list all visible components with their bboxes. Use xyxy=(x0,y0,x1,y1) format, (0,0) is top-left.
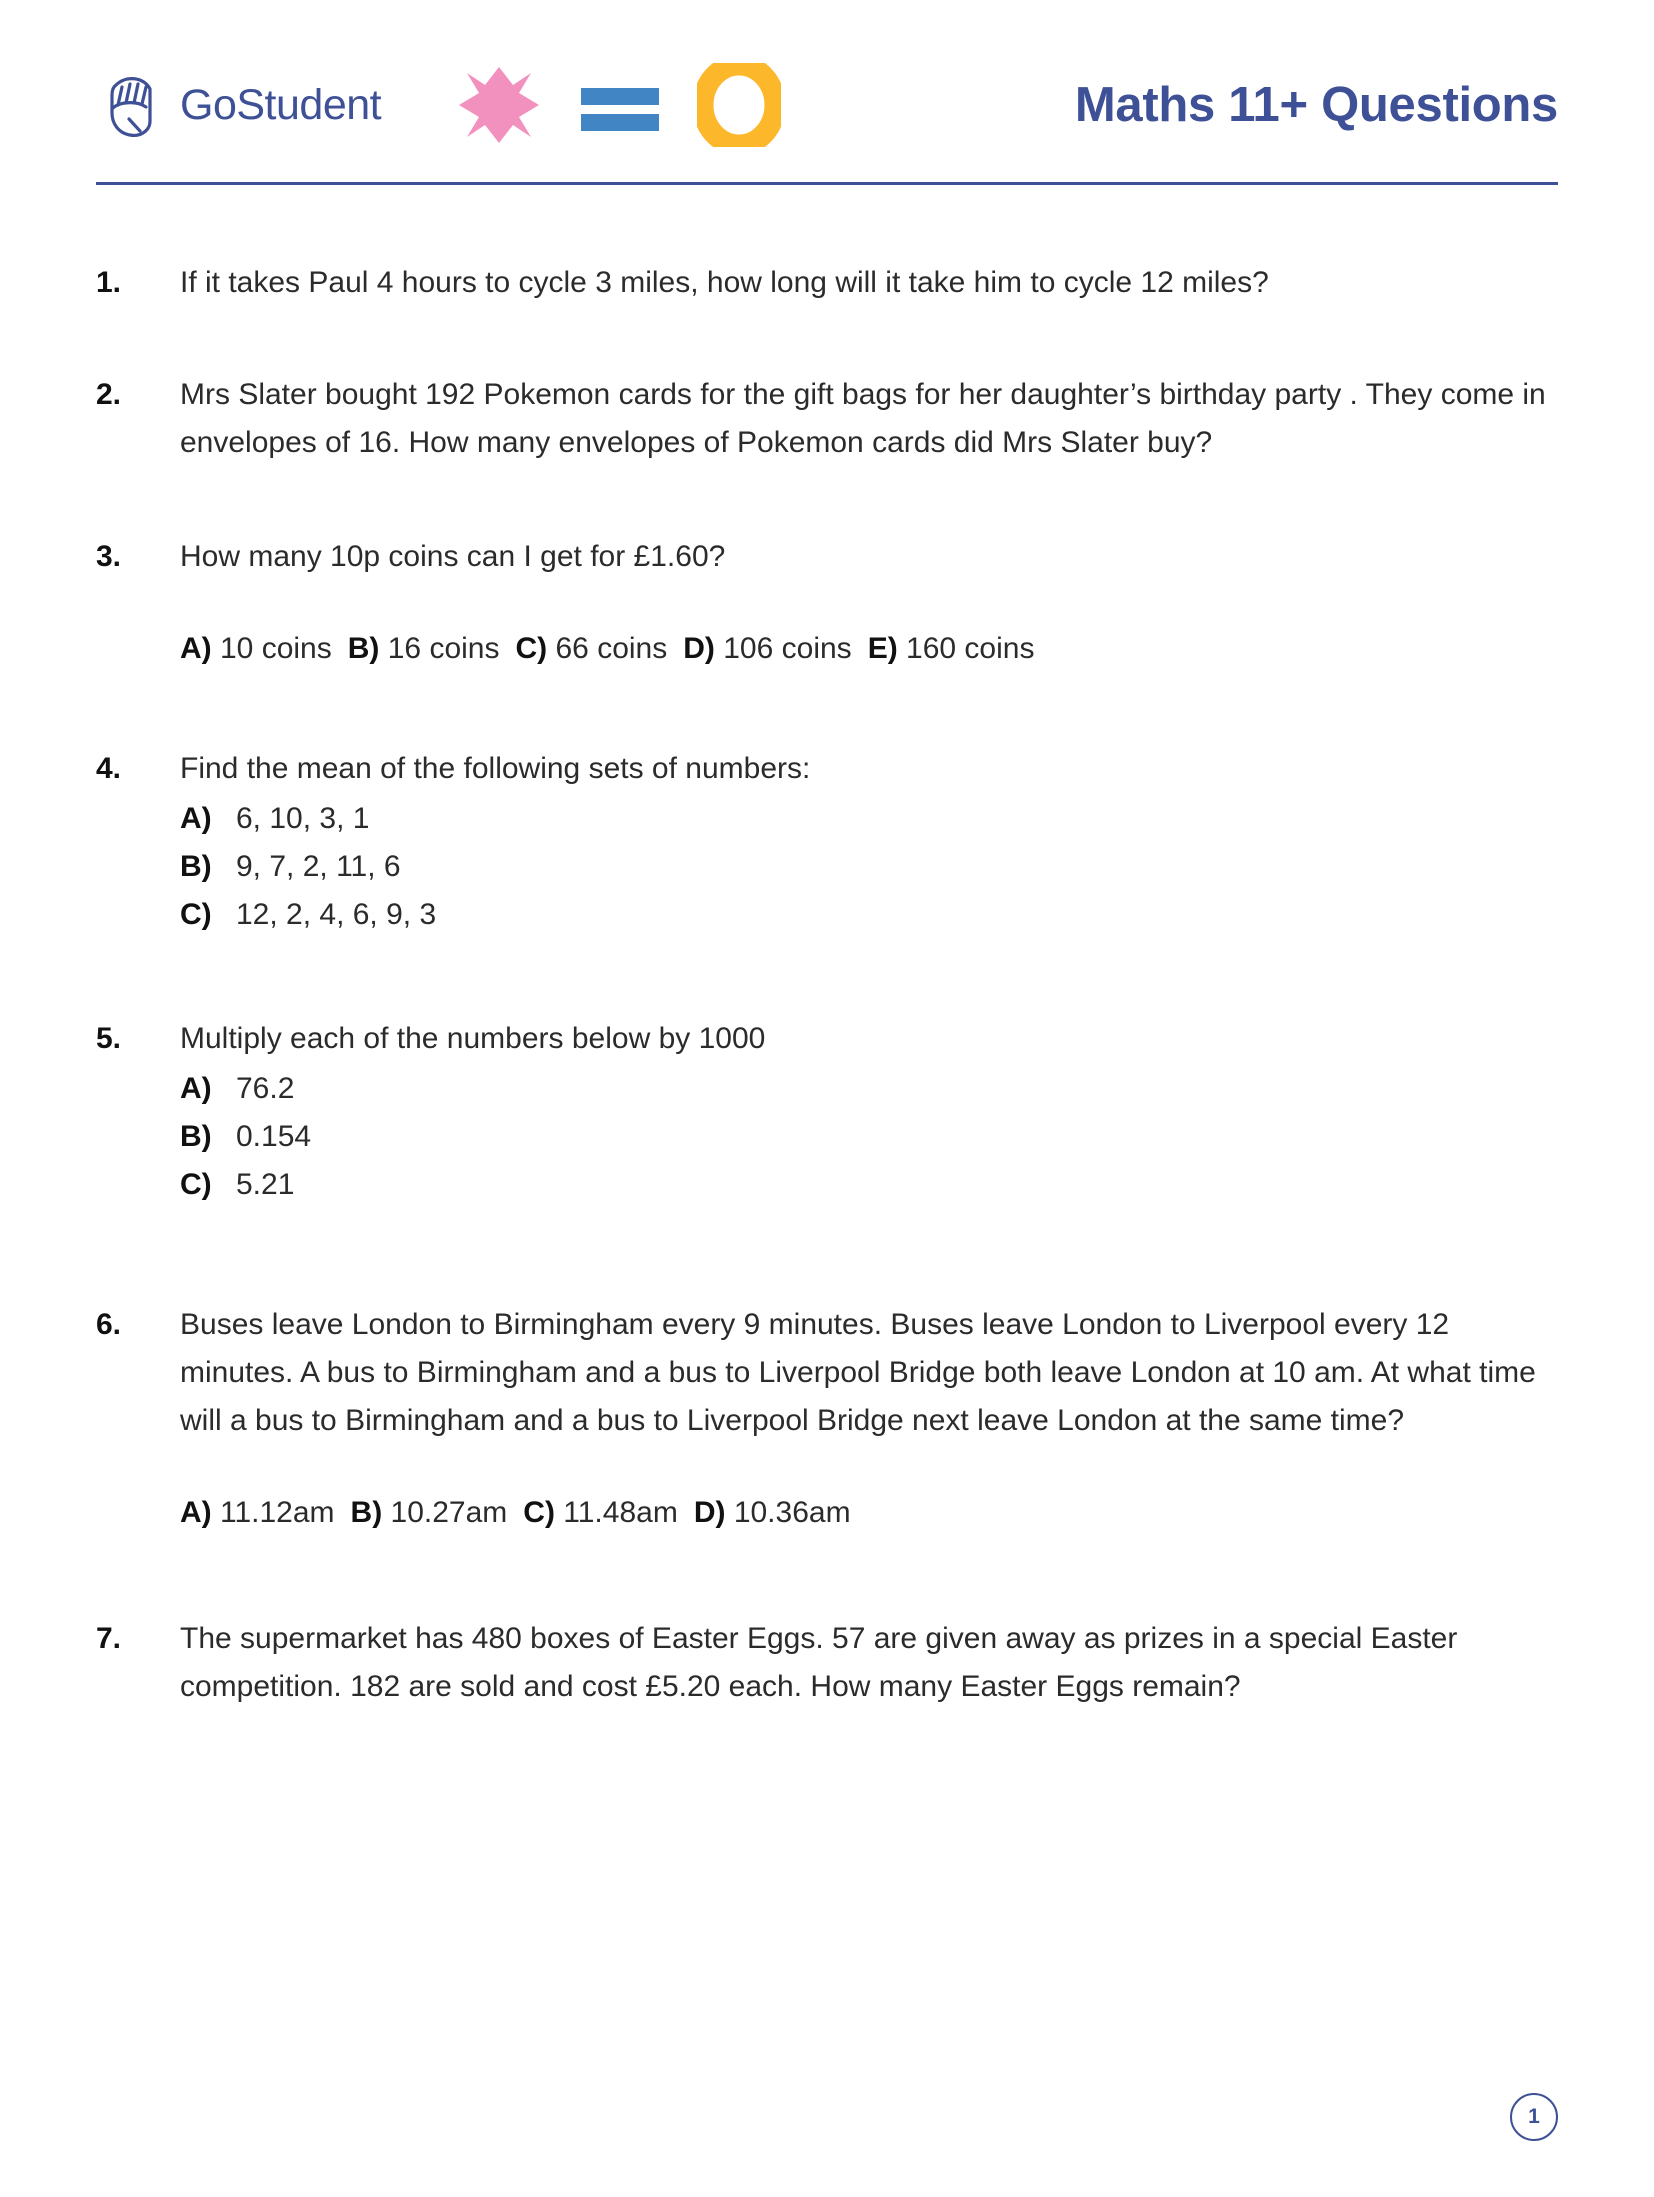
answer-options xyxy=(180,625,1558,673)
answer-options xyxy=(180,1065,1558,1209)
header-divider xyxy=(96,182,1558,185)
question-number: 6. xyxy=(96,1308,122,1341)
question-number: 7. xyxy=(96,1622,122,1655)
question-text: How many 10p coins can I get for £1.60? xyxy=(180,540,726,573)
math-symbol-group xyxy=(455,61,781,149)
option-letter: C) xyxy=(180,1168,212,1201)
option-value: 106 coins xyxy=(723,632,852,665)
option-value: 66 coins xyxy=(555,632,668,665)
answer-options xyxy=(180,795,1558,939)
answer-option[interactable] xyxy=(523,1496,678,1529)
option-value: 5.21 xyxy=(236,1168,295,1201)
option-value: 16 coins xyxy=(387,632,500,665)
option-letter: B) xyxy=(180,850,212,883)
answer-options xyxy=(180,1489,1558,1537)
circle-o-icon xyxy=(697,63,781,147)
option-letter: A) xyxy=(180,1072,212,1105)
option-letter: C) xyxy=(180,898,212,931)
answer-option[interactable] xyxy=(180,1065,1558,1113)
answer-option[interactable] xyxy=(180,891,1558,939)
brand-name: GoStudent xyxy=(180,80,382,129)
question-text: Multiply each of the numbers below by 1000 xyxy=(180,1022,766,1055)
page-title: Maths 11+ Questions xyxy=(1074,78,1558,132)
option-value: 9, 7, 2, 11, 6 xyxy=(236,850,401,883)
option-value: 76.2 xyxy=(236,1072,295,1105)
answer-option[interactable] xyxy=(180,1113,1558,1161)
option-letter: E) xyxy=(867,632,898,665)
question-body xyxy=(180,745,1558,939)
page-number-badge: 1 xyxy=(1510,2093,1558,2141)
question-number: 3. xyxy=(96,540,122,573)
question-text: The supermarket has 480 boxes of Easter Eggs. 57 are given away as prizes in a special Easter competition. 182 are sold and cost £5.20 each. How many Easter Eggs remain? xyxy=(180,1622,1458,1703)
answer-option[interactable] xyxy=(180,795,1558,843)
multiply-icon xyxy=(455,61,543,149)
option-value: 6, 10, 3, 1 xyxy=(236,802,370,835)
answer-option[interactable] xyxy=(348,632,500,665)
answer-option[interactable] xyxy=(516,632,668,665)
question-item xyxy=(96,1015,1558,1209)
question-body xyxy=(180,259,1558,307)
option-value: 11.12am xyxy=(220,1496,335,1529)
question-item xyxy=(96,1301,1558,1537)
question-number: 2. xyxy=(96,378,122,411)
option-letter: A) xyxy=(180,632,212,665)
gostudent-logo-icon xyxy=(96,69,168,141)
option-letter: D) xyxy=(693,1496,726,1529)
option-letter: B) xyxy=(347,632,380,665)
question-body xyxy=(180,1301,1558,1537)
question-text: Find the mean of the following sets of numbers: xyxy=(180,752,811,785)
option-value: 12, 2, 4, 6, 9, 3 xyxy=(236,898,437,931)
option-letter: C) xyxy=(515,632,548,665)
equals-icon xyxy=(577,62,663,148)
answer-option[interactable] xyxy=(180,632,332,665)
answer-option[interactable] xyxy=(180,1161,1558,1209)
question-body xyxy=(180,1615,1558,1711)
question-item xyxy=(96,371,1558,467)
option-value: 0.154 xyxy=(236,1120,312,1153)
answer-option[interactable] xyxy=(180,1496,335,1529)
option-letter: B) xyxy=(180,1120,212,1153)
answer-option[interactable] xyxy=(351,1496,508,1529)
question-text: If it takes Paul 4 hours to cycle 3 miles, how long will it take him to cycle 12 miles? xyxy=(180,266,1269,299)
question-item xyxy=(96,533,1558,673)
option-value: 11.48am xyxy=(563,1496,678,1529)
answer-option[interactable] xyxy=(694,1496,851,1529)
question-body xyxy=(180,1015,1558,1209)
question-body xyxy=(180,371,1558,467)
option-letter: A) xyxy=(180,802,212,835)
question-item xyxy=(96,745,1558,939)
questions-list xyxy=(96,259,1558,1711)
answer-option[interactable] xyxy=(868,632,1035,665)
question-text: Buses leave London to Birmingham every 9 minutes. Buses leave London to Liverpool every 12 minutes. A bus to Birmingham and a bus to Liverpool Bridge both leave London at 10 am. At what time will a bus to Birmingham and a bus to Liverpool Bridge next leave London at the same time? xyxy=(180,1308,1536,1437)
document-header xyxy=(96,0,1558,176)
option-letter: C) xyxy=(523,1496,555,1529)
question-text: Mrs Slater bought 192 Pokemon cards for the gift bags for her daughter’s birthday party . They come in envelopes of 16. How many envelopes of Pokemon cards did Mrs Slater buy? xyxy=(180,378,1546,459)
option-letter: A) xyxy=(180,1496,212,1529)
brand-lockup xyxy=(96,69,381,141)
option-letter: B) xyxy=(350,1496,383,1529)
option-value: 160 coins xyxy=(906,632,1035,665)
option-value: 10.27am xyxy=(390,1496,508,1529)
option-letter: D) xyxy=(683,632,715,665)
question-item xyxy=(96,1615,1558,1711)
question-number: 4. xyxy=(96,752,122,785)
question-number: 1. xyxy=(96,266,122,299)
option-value: 10.36am xyxy=(733,1496,851,1529)
answer-option[interactable] xyxy=(683,632,851,665)
option-value: 10 coins xyxy=(220,632,332,665)
answer-option[interactable] xyxy=(180,843,1558,891)
question-number: 5. xyxy=(96,1022,122,1055)
question-item xyxy=(96,259,1558,307)
question-body xyxy=(180,533,1558,673)
